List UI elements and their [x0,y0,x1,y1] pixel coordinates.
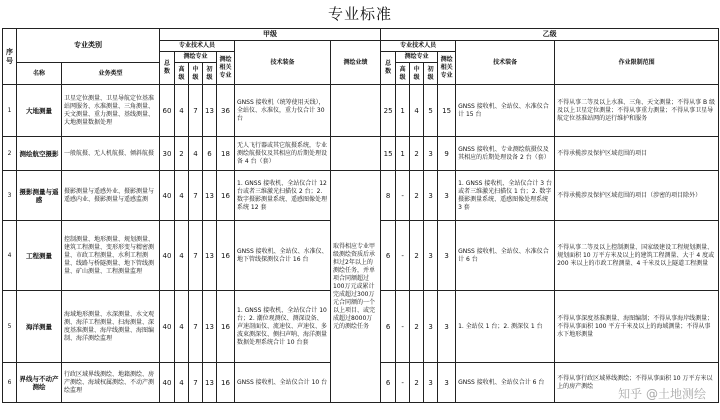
a-related: 16 [217,363,235,403]
a-total: 40 [160,363,175,403]
row-business: 控制测量、地形测量、规划测量、建筑工程测量、变形形变与精密测量、市政工程测量、水利工程测量、线路与桥隧测量、地下管线测量、矿山测量、工程测量监理 [62,221,160,291]
scope: 不得从事深度基准测量、海图编制；不得从事海岸线测量；不得从事面积 100 平方千米及以上的海域测量；不得从事水下地形测量 [555,291,719,363]
b-staff-header: 专业技术人员 [381,41,456,52]
b-mid: 2 [410,137,424,171]
a-mid: 7 [189,221,203,291]
col-category: 专业类别 [17,29,160,63]
row-name: 大地测量 [17,85,62,137]
b-equipment: 1. 全站仪 1 台；2. 测深仪 1 台 [456,291,555,363]
b-equipment: GNSS 接收机、全站仪、水准仪合计 15 台 [456,85,555,137]
a-senior: 4 [175,221,189,291]
b-related: 3 [438,221,456,291]
a-junior: 13 [203,171,217,221]
a-related: 16 [217,221,235,291]
a-senior: 4 [175,171,189,221]
b-mid: 4 [410,85,424,137]
scope-header: 作业限制范围 [555,41,719,85]
b-equipment: GNSS 接收机、全站仪、水准仪合计 6 台 [456,221,555,291]
b-total: 8 [381,171,396,221]
b-equipment-header: 技术装备 [456,41,555,85]
b-junior: 3 [424,221,438,291]
a-mid: 7 [189,85,203,137]
row-no: 1 [3,85,17,137]
b-mid: 2 [410,221,424,291]
row-no: 4 [3,221,17,291]
b-senior: - [396,363,410,403]
col-seq: 序号 [3,29,17,85]
row-no: 2 [3,137,17,171]
b-junior: 3 [424,291,438,363]
row-no: 5 [3,291,17,363]
b-senior: 1 [396,137,410,171]
row-no: 6 [3,363,17,403]
b-senior: 1 [396,85,410,137]
b-survey-major-header: 测绘专业 [396,52,438,63]
b-senior: - [396,171,410,221]
a-equipment-header: 技术装备 [235,41,331,85]
b-related-header: 测绘相关专业 [438,52,456,85]
scope: 不得从事行政区域界线测绘；不得从事面积 10 万平方米以上的房产测绘 [555,363,719,403]
b-related: 3 [438,363,456,403]
a-total-header: 总数 [160,52,175,85]
scope: 不得承揽涉及保护区域范围的项目 [555,137,719,171]
a-equipment: 无人飞行器或其它航摄系统，专业测绘航摄仪及其相应的后期处理设备 4 台（套） [235,137,331,171]
grade-b-header: 乙级 [381,29,719,41]
a-total: 60 [160,85,175,137]
row-no: 3 [3,171,17,221]
row-business: 行政区域界线测绘、地籍测绘、房产测绘、海域权属测绘、不动产测绘监理 [62,363,160,403]
b-mid: 2 [410,363,424,403]
b-equipment: GNSS 接收机、专业测绘航摄仪及其相应的后期处理设备 2 台（套） [456,137,555,171]
row-business: 卫星定位测量、卫星导航定位基准站网服务、水准测量、三角测量、天文测量、重力测量、基线测量、大地测量数据处理 [62,85,160,137]
a-total: 40 [160,291,175,363]
a-equipment: GNSS 接收机（统筹使用天线），全站仪、水准仪，重力仪合计 30 台 [235,85,331,137]
a-staff-header: 专业技术人员 [160,41,235,52]
b-total: 6 [381,291,396,363]
a-junior-header: 初级 [203,63,217,85]
b-junior: 3 [424,171,438,221]
scope: 不得从事二等及以上控制测量、国家级建设工程规划测量、规划面积 10 万平方米及以上的建筑工程测量、大于 4 度或 200 米以上的市政工程测量、4 千米及以上隧道工程测量 [555,221,719,291]
b-related: 3 [438,291,456,363]
b-total: 15 [381,137,396,171]
table-row [3,171,719,221]
a-total: 30 [160,137,175,171]
b-related: 9 [438,137,456,171]
a-equipment: 1. GNSS 接收机、全站仪合计 12 台或者三维激光扫描仪 2 台；2. 数字摄影测量系统、遥感图像处理系统 12 套 [235,171,331,221]
b-junior: 5 [424,85,438,137]
a-mid: 7 [189,363,203,403]
a-equipment: GNSS 接收机、全站仪合计 10 台 [235,363,331,403]
scope: 不得从事二等及以上水准、三角、天文测量；不得从事 B 级及以上卫星定位测量；不得从事重力测量；不得从事卫星导航定位基准站网的运行维护和服务 [555,85,719,137]
b-related: 3 [438,171,456,221]
a-survey-major-header: 测绘专业 [175,52,217,63]
b-total: 6 [381,363,396,403]
a-senior: 4 [175,291,189,363]
a-related: 36 [217,85,235,137]
b-mid: 2 [410,291,424,363]
b-total: 6 [381,221,396,291]
shared-performance: 取得相应专业甲级测绘资质后承担过2年以上的测绘任务，并单项合同额超过100万元或累计完成超过300万元合同额的一个以上项目、或完成超过8000万元的测绘任务 [331,171,381,403]
row-name: 工程测量 [17,221,62,291]
a-related: 18 [217,137,235,171]
page-title: 专业标准 [327,5,392,23]
a-related-header: 测绘相关专业 [217,52,235,85]
a-mid: 7 [189,291,203,363]
b-senior: - [396,291,410,363]
name-header: 名称 [17,63,62,85]
a-mid-header: 中级 [189,63,203,85]
row-business: 海域地形测量、水深测量、水文观测、海洋工程测量、扫海测量、深度基准测量、海岸线测量、海图编制、海洋测绘监理 [62,291,160,363]
scope: 不得承揽涉及保护区域范围的项目（涉密的项目除外） [555,171,719,221]
b-equipment: 1. GNSS 接收机、全站仪合计 3 台或者三维激光扫描仪 1 台；2. 数字摄影测量系统、遥感图像处理系统 3 套 [456,171,555,221]
a-total: 40 [160,171,175,221]
b-total: 25 [381,85,396,137]
a-equipment: GNSS 接收机、全站仪、水准仪、地下管线探测仪合计 16 台 [235,221,331,291]
b-equipment: GNSS 接收机、全站仪合计 6 台 [456,363,555,403]
a-junior: 6 [203,137,217,171]
b-senior-header: 高级 [396,63,410,85]
b-senior: - [396,221,410,291]
row-name: 测绘航空摄影 [17,137,62,171]
b-total-header: 总数 [381,52,396,85]
standards-table [2,28,719,403]
b-related: 15 [438,85,456,137]
watermark: 知乎 @土地测绘 [618,387,706,401]
grade-a-header: 甲级 [160,29,381,41]
row-business: 摄影测量与遥感外业、摄影测量与遥感内业、摄影测量与遥感监测 [62,171,160,221]
a-mid: 4 [189,137,203,171]
a-junior: 13 [203,291,217,363]
a-mid: 7 [189,171,203,221]
b-mid: 2 [410,171,424,221]
business-header: 业务类型 [62,63,160,85]
row-business: 一般航摄、无人机航摄、倾斜航摄 [62,137,160,171]
table-row [3,137,719,171]
b-junior: 3 [424,363,438,403]
a-related: 16 [217,171,235,221]
a-senior: 4 [175,363,189,403]
a-senior-header: 高级 [175,63,189,85]
a-senior: 2 [175,137,189,171]
row-name: 海洋测量 [17,291,62,363]
row-name: 界线与不动产测绘 [17,363,62,403]
table-row [3,85,719,137]
a-total: 40 [160,221,175,291]
row-name: 摄影测量与遥感 [17,171,62,221]
performance-empty [331,137,381,171]
a-junior: 13 [203,221,217,291]
performance-header: 测绘业绩 [331,41,381,85]
b-junior: 3 [424,137,438,171]
b-mid-header: 中级 [410,63,424,85]
a-junior: 13 [203,363,217,403]
performance-empty [331,85,381,137]
a-junior: 13 [203,85,217,137]
b-junior-header: 初级 [424,63,438,85]
a-related: 16 [217,291,235,363]
a-senior: 4 [175,85,189,137]
a-equipment: 1. GNSS 接收机、全站仪合计 10 台；2. 潮位观测仪、测深设备、声速剖面仪、流速仪、声速仪、多波束测深仪、侧扫声呐、海洋测量数据处理系统合计 10 台套 [235,291,331,363]
